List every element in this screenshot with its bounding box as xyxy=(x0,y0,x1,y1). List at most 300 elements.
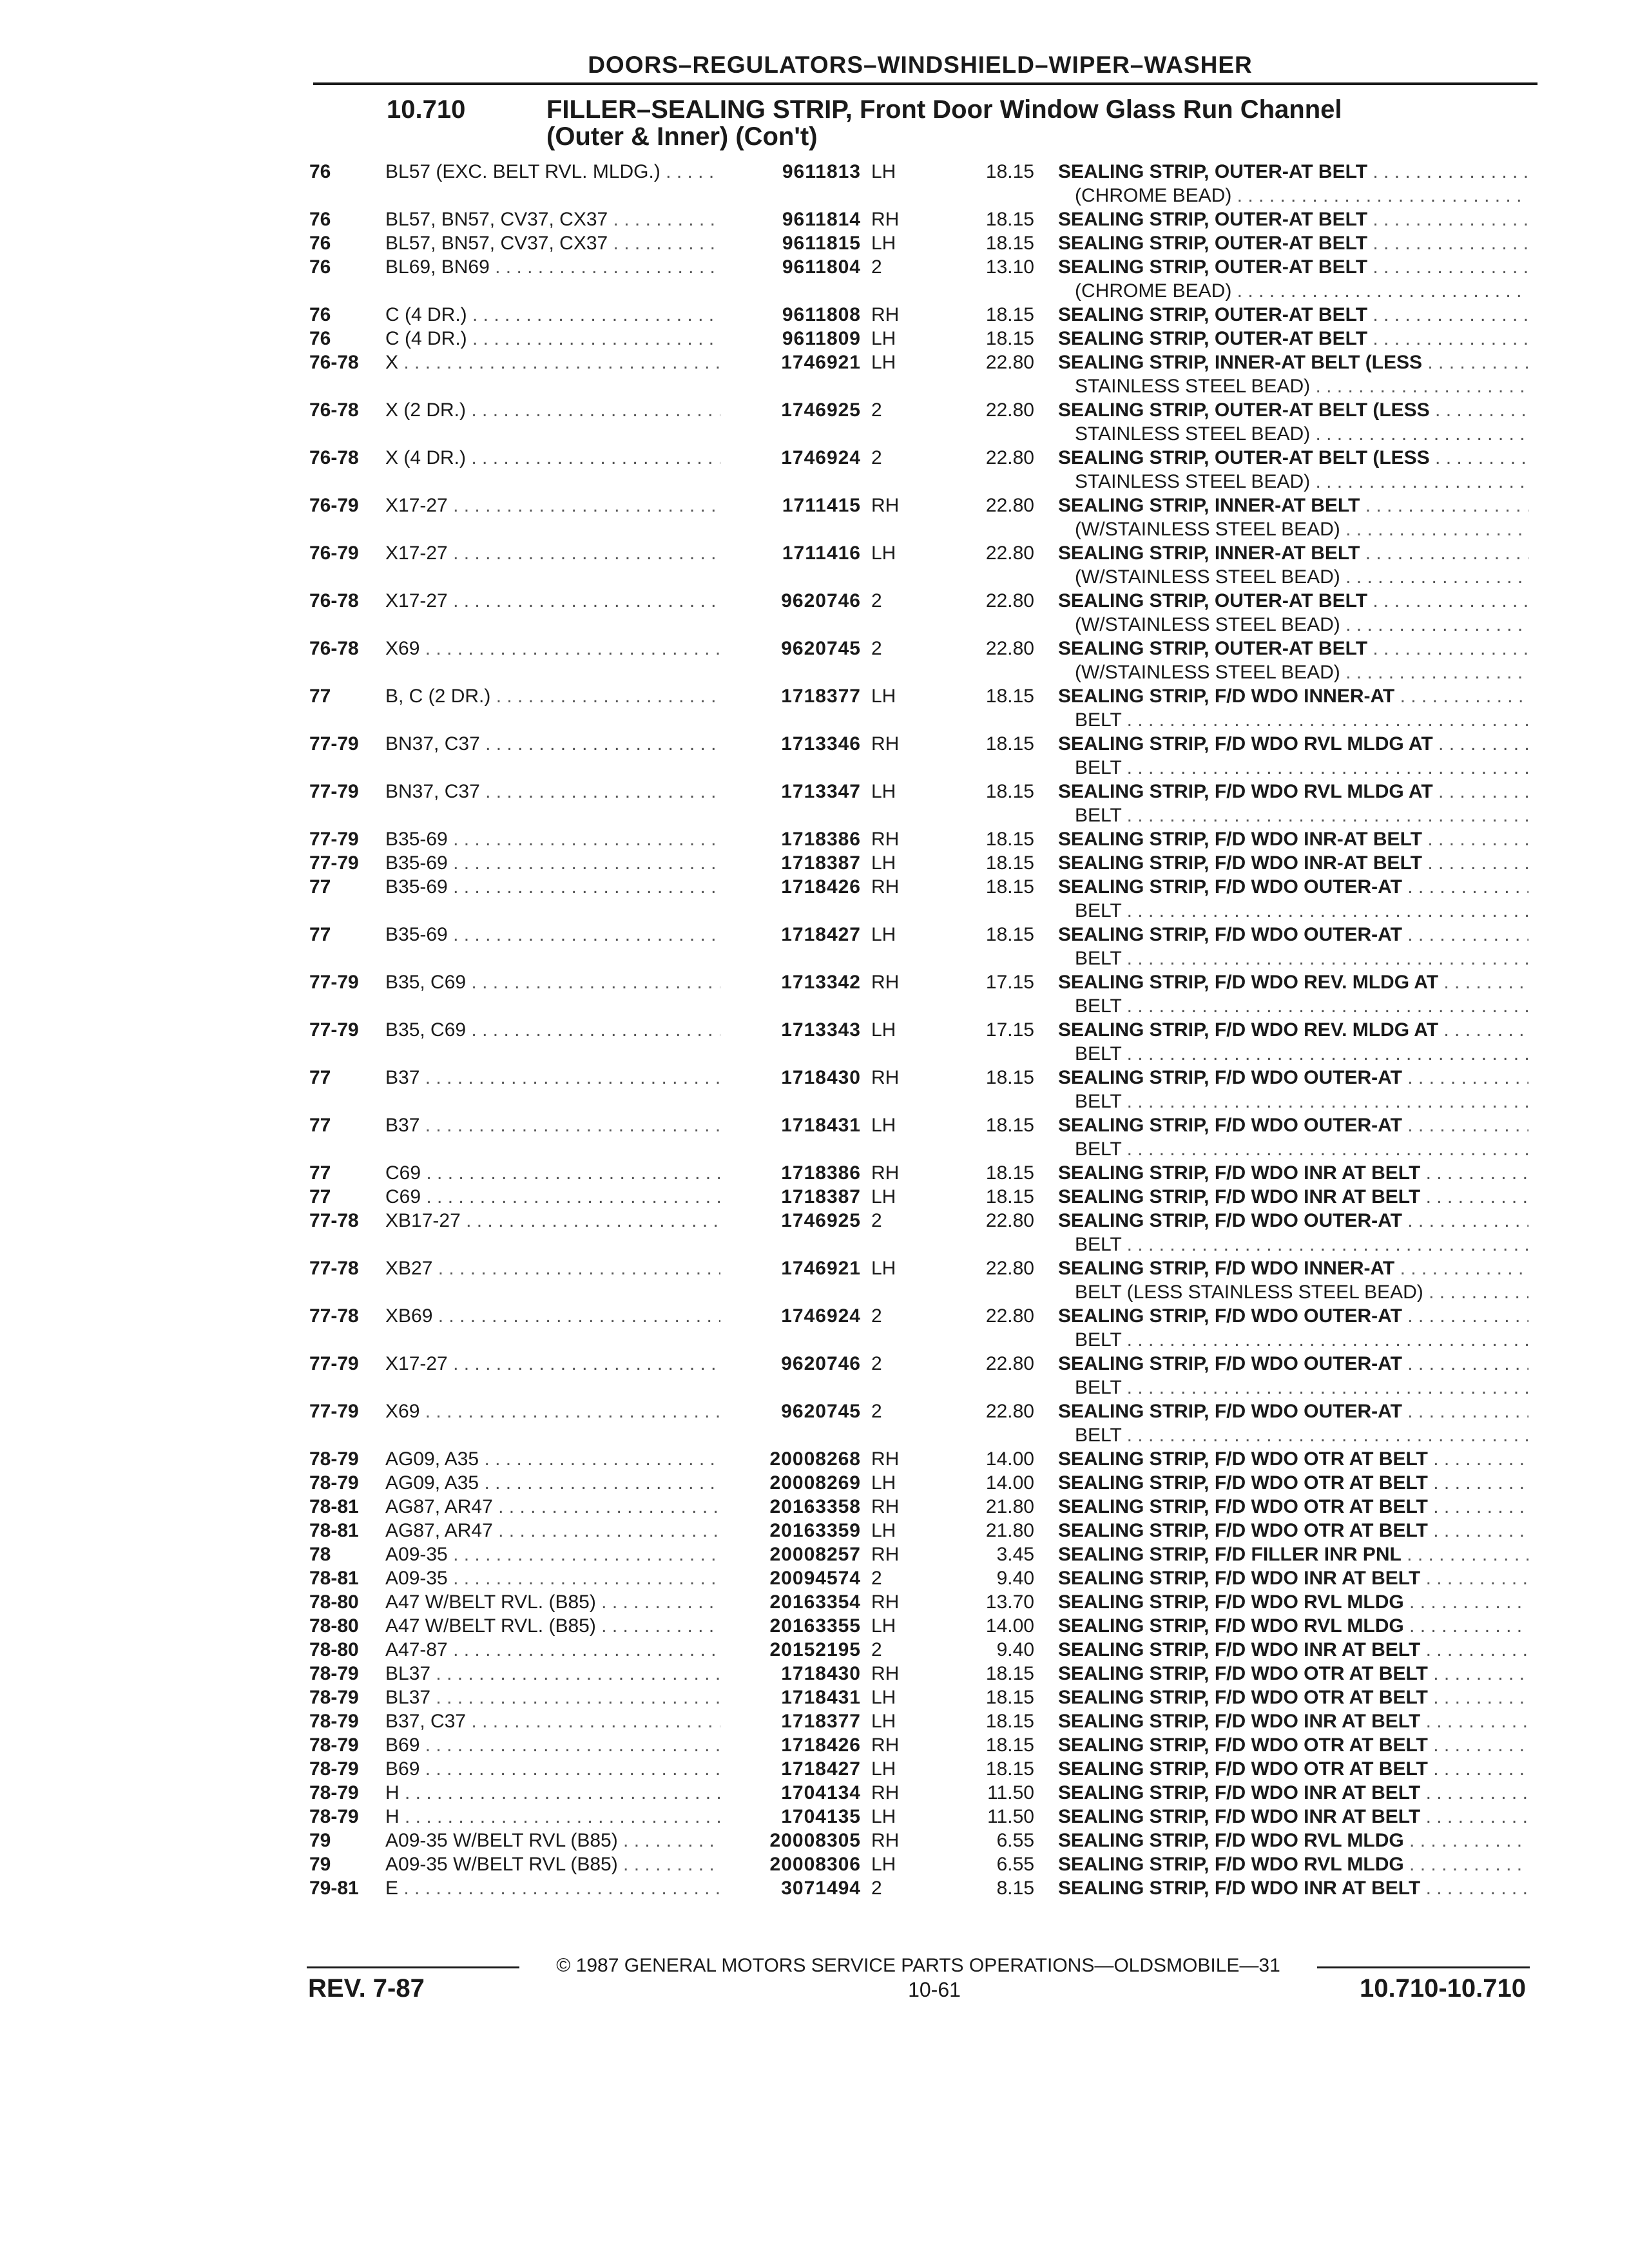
row-model: C69 . . . xyxy=(385,1161,720,1185)
row-qty: RH xyxy=(871,1162,900,1184)
row-price: 18.15 xyxy=(985,733,1034,754)
row-description: SEALING STRIP, F/D WDO INR AT BELT . . . xyxy=(1058,1876,1528,1900)
page-header: DOORS–REGULATORS–WINDSHIELD–WIPER–WASHER xyxy=(588,52,1253,78)
table-row xyxy=(0,1304,1629,1350)
row-price: 6.55 xyxy=(996,1854,1034,1875)
row-year: 79 xyxy=(309,1830,331,1851)
row-part-number: 1746925 xyxy=(781,399,861,421)
row-qty: 2 xyxy=(871,1305,882,1327)
row-part-number: 20008305 xyxy=(769,1830,861,1851)
row-model: C (4 DR.) . . . xyxy=(385,303,720,327)
row-description-continued: STAINLESS STEEL BEAD) . . . xyxy=(1075,374,1528,398)
table-row xyxy=(0,684,1629,731)
row-price: 18.15 xyxy=(985,686,1034,707)
row-year: 76-79 xyxy=(309,495,359,516)
row-qty: RH xyxy=(871,733,900,754)
row-model: X17-27 . . . xyxy=(385,541,720,565)
row-description-continued: (CHROME BEAD) . . . xyxy=(1075,184,1528,207)
row-description: SEALING STRIP, F/D WDO OTR AT BELT . . . xyxy=(1058,1519,1528,1542)
row-description: SEALING STRIP, F/D WDO OUTER-AT . . . xyxy=(1058,1399,1528,1423)
row-description-continued: (CHROME BEAD) . . . xyxy=(1075,279,1528,303)
row-description-continued: BELT . . . xyxy=(1075,947,1528,970)
row-part-number: 1746925 xyxy=(781,1210,861,1231)
row-qty: LH xyxy=(871,1758,896,1780)
row-description: SEALING STRIP, F/D WDO REV. MLDG AT . . . xyxy=(1058,970,1528,994)
row-year: 76 xyxy=(309,304,331,325)
footer-copyright: © 1987 GENERAL MOTORS SERVICE PARTS OPERATIONS—OLDSMOBILE—31 xyxy=(556,1955,1280,1976)
row-part-number: 1718430 xyxy=(781,1067,861,1088)
row-price: 22.80 xyxy=(985,352,1034,373)
row-description: SEALING STRIP, OUTER-AT BELT . . . xyxy=(1058,160,1528,184)
row-model: E . . . xyxy=(385,1876,720,1900)
row-description-continued: BELT (LESS STAINLESS STEEL BEAD) . . . xyxy=(1075,1280,1528,1304)
row-part-number: 9611815 xyxy=(782,233,861,254)
row-qty: LH xyxy=(871,1687,896,1708)
row-price: 21.80 xyxy=(985,1496,1034,1517)
row-description: SEALING STRIP, INNER-AT BELT . . . xyxy=(1058,541,1528,565)
row-qty: 2 xyxy=(871,590,882,611)
table-row xyxy=(0,160,1629,206)
row-part-number: 1746924 xyxy=(781,1305,861,1327)
row-qty: LH xyxy=(871,1186,896,1207)
row-model: H . . . xyxy=(385,1781,720,1805)
row-year: 76 xyxy=(309,256,331,278)
row-model: A09-35 . . . xyxy=(385,1566,720,1590)
row-description: SEALING STRIP, F/D WDO RVL MLDG . . . xyxy=(1058,1614,1528,1638)
row-price: 14.00 xyxy=(985,1472,1034,1494)
row-description: SEALING STRIP, F/D WDO INR AT BELT . . . xyxy=(1058,1161,1528,1185)
row-qty: LH xyxy=(871,1806,896,1827)
row-description: SEALING STRIP, F/D WDO INNER-AT . . . xyxy=(1058,1256,1528,1280)
row-part-number: 9620745 xyxy=(781,638,861,659)
row-model: X69 . . . xyxy=(385,1399,720,1423)
row-year: 78-80 xyxy=(309,1639,359,1660)
row-model: B35-69 . . . xyxy=(385,875,720,899)
row-qty: RH xyxy=(871,1067,900,1088)
row-description-continued: STAINLESS STEEL BEAD) . . . xyxy=(1075,470,1528,494)
row-description: SEALING STRIP, F/D WDO OTR AT BELT . . . xyxy=(1058,1757,1528,1781)
table-row xyxy=(0,1256,1629,1303)
row-year: 76-78 xyxy=(309,447,359,468)
row-model: X (4 DR.) . . . xyxy=(385,446,720,470)
row-year: 78-79 xyxy=(309,1758,359,1780)
row-model: BL69, BN69 . . . xyxy=(385,255,720,279)
row-part-number: 9620745 xyxy=(781,1401,861,1422)
table-row xyxy=(0,875,1629,921)
table-row xyxy=(0,1113,1629,1160)
row-qty: 2 xyxy=(871,1568,882,1589)
table-row xyxy=(0,1352,1629,1398)
row-part-number: 1713347 xyxy=(781,781,861,802)
row-part-number: 20163358 xyxy=(769,1496,861,1517)
row-price: 18.15 xyxy=(985,1115,1034,1136)
row-qty: LH xyxy=(871,1520,896,1541)
row-part-number: 1718377 xyxy=(781,686,861,707)
row-model: B69 . . . xyxy=(385,1757,720,1781)
row-part-number: 1713342 xyxy=(781,972,861,993)
row-part-number: 1711416 xyxy=(782,543,861,564)
row-description-continued: BELT . . . xyxy=(1075,1423,1528,1447)
row-part-number: 1718427 xyxy=(781,924,861,945)
footer-rule-left xyxy=(307,1966,519,1968)
row-year: 77-79 xyxy=(309,829,359,850)
row-description: SEALING STRIP, OUTER-AT BELT . . . xyxy=(1058,255,1528,279)
row-description: SEALING STRIP, OUTER-AT BELT . . . xyxy=(1058,231,1528,255)
row-description-continued: BELT . . . xyxy=(1075,994,1528,1018)
row-qty: LH xyxy=(871,1019,896,1041)
row-description: SEALING STRIP, OUTER-AT BELT (LESS . . . xyxy=(1058,446,1528,470)
table-row xyxy=(0,255,1629,302)
row-year: 76-78 xyxy=(309,638,359,659)
row-part-number: 1718426 xyxy=(781,876,861,898)
table-row xyxy=(0,398,1629,445)
row-price: 22.80 xyxy=(985,638,1034,659)
row-description: SEALING STRIP, F/D FILLER INR PNL . . . xyxy=(1058,1542,1528,1566)
row-description-continued: BELT . . . xyxy=(1075,708,1528,732)
row-year: 78-80 xyxy=(309,1615,359,1637)
row-part-number: 20008257 xyxy=(769,1544,861,1565)
row-price: 18.15 xyxy=(985,328,1034,349)
row-description-continued: BELT . . . xyxy=(1075,1042,1528,1066)
row-description: SEALING STRIP, F/D WDO INNER-AT . . . xyxy=(1058,684,1528,708)
row-description-continued: STAINLESS STEEL BEAD) . . . xyxy=(1075,422,1528,446)
row-year: 76-79 xyxy=(309,543,359,564)
row-part-number: 9611809 xyxy=(782,328,861,349)
row-part-number: 1713346 xyxy=(781,733,861,754)
row-qty: RH xyxy=(871,1448,900,1470)
row-part-number: 1704134 xyxy=(781,1782,861,1803)
row-part-number: 1718377 xyxy=(781,1711,861,1732)
row-price: 22.80 xyxy=(985,1210,1034,1231)
row-model: A47-87 . . . xyxy=(385,1638,720,1662)
row-part-number: 1746921 xyxy=(781,352,861,373)
row-qty: RH xyxy=(871,209,900,230)
row-model: BL37 . . . xyxy=(385,1662,720,1686)
row-year: 78-79 xyxy=(309,1472,359,1494)
row-year: 78-79 xyxy=(309,1711,359,1732)
row-year: 78-79 xyxy=(309,1687,359,1708)
row-qty: 2 xyxy=(871,447,882,468)
row-description: SEALING STRIP, F/D WDO OUTER-AT . . . xyxy=(1058,1209,1528,1233)
row-year: 78-81 xyxy=(309,1496,359,1517)
row-description-continued: BELT . . . xyxy=(1075,1328,1528,1352)
row-description-continued: (W/STAINLESS STEEL BEAD) . . . xyxy=(1075,613,1528,637)
row-model: H . . . xyxy=(385,1805,720,1829)
row-description: SEALING STRIP, F/D WDO OTR AT BELT . . . xyxy=(1058,1662,1528,1686)
row-price: 18.15 xyxy=(985,852,1034,874)
row-price: 13.70 xyxy=(985,1591,1034,1613)
row-qty: 2 xyxy=(871,399,882,421)
row-description-continued: BELT . . . xyxy=(1075,1137,1528,1161)
row-price: 14.00 xyxy=(985,1615,1034,1637)
row-qty: 2 xyxy=(871,1353,882,1374)
row-price: 18.15 xyxy=(985,233,1034,254)
row-year: 78-79 xyxy=(309,1663,359,1684)
row-description: SEALING STRIP, OUTER-AT BELT . . . xyxy=(1058,207,1528,231)
row-part-number: 20163359 xyxy=(769,1520,861,1541)
row-part-number: 20008306 xyxy=(769,1854,861,1875)
row-year: 77 xyxy=(309,1115,331,1136)
table-row xyxy=(0,970,1629,1017)
row-price: 22.80 xyxy=(985,399,1034,421)
row-description-continued: BELT . . . xyxy=(1075,899,1528,923)
row-description: SEALING STRIP, OUTER-AT BELT . . . xyxy=(1058,327,1528,351)
row-qty: RH xyxy=(871,1496,900,1517)
row-year: 77-79 xyxy=(309,781,359,802)
row-qty: RH xyxy=(871,1782,900,1803)
row-description-continued: (W/STAINLESS STEEL BEAD) . . . xyxy=(1075,660,1528,684)
row-qty: LH xyxy=(871,1472,896,1494)
row-price: 9.40 xyxy=(996,1639,1034,1660)
row-qty: LH xyxy=(871,686,896,707)
row-year: 77-79 xyxy=(309,852,359,874)
row-qty: LH xyxy=(871,1115,896,1136)
row-part-number: 9620746 xyxy=(781,1353,861,1374)
row-year: 77-79 xyxy=(309,1019,359,1041)
row-price: 18.15 xyxy=(985,876,1034,898)
row-price: 18.15 xyxy=(985,209,1034,230)
row-qty: LH xyxy=(871,352,896,373)
row-model: AG09, A35 . . . xyxy=(385,1447,720,1471)
row-description: SEALING STRIP, F/D WDO OUTER-AT . . . xyxy=(1058,1352,1528,1376)
row-year: 76-78 xyxy=(309,590,359,611)
row-qty: LH xyxy=(871,161,896,182)
row-model: XB27 . . . xyxy=(385,1256,720,1280)
row-part-number: 20163355 xyxy=(769,1615,861,1637)
page-number: 10-61 xyxy=(908,1978,961,2001)
table-row xyxy=(0,732,1629,778)
row-part-number: 1713343 xyxy=(781,1019,861,1041)
row-price: 18.15 xyxy=(985,1067,1034,1088)
row-description: SEALING STRIP, F/D WDO RVL MLDG AT . . . xyxy=(1058,780,1528,803)
revision-label: REV. 7-87 xyxy=(308,1974,425,2003)
row-year: 77-79 xyxy=(309,972,359,993)
row-model: B35, C69 . . . xyxy=(385,1018,720,1042)
row-qty: RH xyxy=(871,1735,900,1756)
row-year: 78-79 xyxy=(309,1448,359,1470)
row-model: X17-27 . . . xyxy=(385,1352,720,1376)
row-year: 76 xyxy=(309,233,331,254)
row-model: AG09, A35 . . . xyxy=(385,1471,720,1495)
row-year: 78-80 xyxy=(309,1591,359,1613)
row-part-number: 1718386 xyxy=(781,1162,861,1184)
row-qty: RH xyxy=(871,1663,900,1684)
row-model: X . . . xyxy=(385,351,720,374)
row-part-number: 9611814 xyxy=(782,209,861,230)
table-row xyxy=(0,541,1629,588)
row-year: 77 xyxy=(309,924,331,945)
row-model: B35-69 . . . xyxy=(385,851,720,875)
row-year: 78-79 xyxy=(309,1735,359,1756)
row-part-number: 1718387 xyxy=(781,852,861,874)
row-description: SEALING STRIP, OUTER-AT BELT . . . xyxy=(1058,589,1528,613)
row-description-continued: BELT . . . xyxy=(1075,1376,1528,1399)
row-qty: LH xyxy=(871,233,896,254)
table-row xyxy=(0,780,1629,826)
table-row xyxy=(0,1066,1629,1112)
row-price: 22.80 xyxy=(985,590,1034,611)
row-qty: LH xyxy=(871,1258,896,1279)
row-description: SEALING STRIP, F/D WDO INR AT BELT . . . xyxy=(1058,1185,1528,1209)
row-part-number: 1718430 xyxy=(781,1663,861,1684)
row-qty: RH xyxy=(871,495,900,516)
row-model: A09-35 . . . xyxy=(385,1542,720,1566)
row-part-number: 1711415 xyxy=(782,495,861,516)
row-year: 76-78 xyxy=(309,399,359,421)
row-year: 78-81 xyxy=(309,1520,359,1541)
row-qty: LH xyxy=(871,328,896,349)
row-part-number: 20008269 xyxy=(769,1472,861,1494)
row-qty: RH xyxy=(871,304,900,325)
row-part-number: 1746924 xyxy=(781,447,861,468)
row-part-number: 1718431 xyxy=(781,1115,861,1136)
table-row xyxy=(0,637,1629,683)
row-description: SEALING STRIP, F/D WDO OTR AT BELT . . . xyxy=(1058,1471,1528,1495)
row-year: 77-78 xyxy=(309,1210,359,1231)
row-model: XB69 . . . xyxy=(385,1304,720,1328)
row-year: 77-78 xyxy=(309,1258,359,1279)
row-year: 77 xyxy=(309,1162,331,1184)
row-year: 76-78 xyxy=(309,352,359,373)
row-price: 18.15 xyxy=(985,781,1034,802)
row-qty: 2 xyxy=(871,1401,882,1422)
row-price: 22.80 xyxy=(985,1305,1034,1327)
row-description: SEALING STRIP, F/D WDO INR-AT BELT . . . xyxy=(1058,827,1528,851)
row-description: SEALING STRIP, F/D WDO RVL MLDG . . . xyxy=(1058,1590,1528,1614)
row-price: 18.15 xyxy=(985,924,1034,945)
row-year: 78-79 xyxy=(309,1806,359,1827)
row-model: C (4 DR.) . . . xyxy=(385,327,720,351)
row-qty: 2 xyxy=(871,1639,882,1660)
row-qty: RH xyxy=(871,972,900,993)
row-qty: RH xyxy=(871,1591,900,1613)
row-description: SEALING STRIP, OUTER-AT BELT (LESS . . . xyxy=(1058,398,1528,422)
row-description: SEALING STRIP, F/D WDO OTR AT BELT . . . xyxy=(1058,1447,1528,1471)
row-model: BN37, C37 . . . xyxy=(385,780,720,803)
row-description: SEALING STRIP, F/D WDO RVL MLDG AT . . . xyxy=(1058,732,1528,756)
row-model: BN37, C37 . . . xyxy=(385,732,720,756)
row-description: SEALING STRIP, F/D WDO OTR AT BELT . . . xyxy=(1058,1733,1528,1757)
row-price: 18.15 xyxy=(985,1186,1034,1207)
row-part-number: 1718431 xyxy=(781,1687,861,1708)
row-part-number: 20152195 xyxy=(769,1639,861,1660)
row-price: 22.80 xyxy=(985,1401,1034,1422)
row-qty: LH xyxy=(871,852,896,874)
row-price: 18.15 xyxy=(985,1735,1034,1756)
row-description: SEALING STRIP, F/D WDO INR AT BELT . . . xyxy=(1058,1805,1528,1829)
row-model: A47 W/BELT RVL. (B85) . . . xyxy=(385,1590,720,1614)
row-part-number: 20094574 xyxy=(769,1568,861,1589)
row-model: B37 . . . xyxy=(385,1113,720,1137)
row-model: B35, C69 . . . xyxy=(385,970,720,994)
row-price: 11.50 xyxy=(987,1782,1034,1803)
row-part-number: 9611813 xyxy=(782,161,861,182)
row-price: 18.15 xyxy=(985,1687,1034,1708)
row-description-continued: (W/STAINLESS STEEL BEAD) . . . xyxy=(1075,565,1528,589)
row-model: B37 . . . xyxy=(385,1066,720,1090)
section-range: 10.710-10.710 xyxy=(1359,1974,1526,2003)
row-price: 22.80 xyxy=(985,447,1034,468)
row-description: SEALING STRIP, F/D WDO REV. MLDG AT . . . xyxy=(1058,1018,1528,1042)
row-qty: LH xyxy=(871,543,896,564)
row-price: 17.15 xyxy=(985,1019,1034,1041)
section-number: 10.710 xyxy=(387,95,466,124)
row-year: 78-81 xyxy=(309,1568,359,1589)
row-qty: 2 xyxy=(871,1878,882,1899)
row-year: 79-81 xyxy=(309,1878,359,1899)
row-model: BL37 . . . xyxy=(385,1686,720,1709)
row-description-continued: BELT . . . xyxy=(1075,1233,1528,1256)
row-description: SEALING STRIP, F/D WDO INR AT BELT . . . xyxy=(1058,1638,1528,1662)
row-price: 17.15 xyxy=(985,972,1034,993)
row-price: 18.15 xyxy=(985,304,1034,325)
row-description: SEALING STRIP, F/D WDO OUTER-AT . . . xyxy=(1058,1066,1528,1090)
row-part-number: 20163354 xyxy=(769,1591,861,1613)
row-price: 18.15 xyxy=(985,161,1034,182)
row-model: A09-35 W/BELT RVL (B85) . . . xyxy=(385,1829,720,1852)
row-part-number: 9611808 xyxy=(782,304,861,325)
row-description-continued: BELT . . . xyxy=(1075,1090,1528,1113)
row-description: SEALING STRIP, INNER-AT BELT . . . xyxy=(1058,494,1528,517)
row-description: SEALING STRIP, F/D WDO OTR AT BELT . . . xyxy=(1058,1495,1528,1519)
row-year: 77-79 xyxy=(309,1353,359,1374)
row-description: SEALING STRIP, F/D WDO OUTER-AT . . . xyxy=(1058,1113,1528,1137)
row-year: 77 xyxy=(309,876,331,898)
row-model: B35-69 . . . xyxy=(385,923,720,947)
row-description: SEALING STRIP, F/D WDO OUTER-AT . . . xyxy=(1058,923,1528,947)
row-year: 77-79 xyxy=(309,733,359,754)
row-model: B35-69 . . . xyxy=(385,827,720,851)
row-price: 11.50 xyxy=(987,1806,1034,1827)
row-price: 18.15 xyxy=(985,1663,1034,1684)
row-model: B, C (2 DR.) . . . xyxy=(385,684,720,708)
section-subtitle: (Outer & Inner) (Con't) xyxy=(546,122,818,151)
row-model: AG87, AR47 . . . xyxy=(385,1519,720,1542)
row-price: 18.15 xyxy=(985,829,1034,850)
row-model: BL57, BN57, CV37, CX37 . . . xyxy=(385,207,720,231)
table-row xyxy=(0,589,1629,635)
row-qty: 2 xyxy=(871,256,882,278)
row-model: BL57 (EXC. BELT RVL. MLDG.) . . . xyxy=(385,160,720,184)
row-part-number: 1704135 xyxy=(781,1806,861,1827)
row-description: SEALING STRIP, F/D WDO INR-AT BELT . . . xyxy=(1058,851,1528,875)
row-price: 6.55 xyxy=(996,1830,1034,1851)
row-price: 13.10 xyxy=(985,256,1034,278)
row-model: BL57, BN57, CV37, CX37 . . . xyxy=(385,231,720,255)
row-description: SEALING STRIP, F/D WDO INR AT BELT . . . xyxy=(1058,1566,1528,1590)
row-model: B69 . . . xyxy=(385,1733,720,1757)
row-year: 77 xyxy=(309,686,331,707)
table-row xyxy=(0,446,1629,492)
row-qty: RH xyxy=(871,829,900,850)
row-year: 76 xyxy=(309,161,331,182)
row-qty: 2 xyxy=(871,638,882,659)
row-qty: 2 xyxy=(871,1210,882,1231)
row-price: 9.40 xyxy=(996,1568,1034,1589)
row-description-continued: BELT . . . xyxy=(1075,756,1528,780)
row-model: X17-27 . . . xyxy=(385,494,720,517)
row-price: 22.80 xyxy=(985,543,1034,564)
table-row xyxy=(0,1399,1629,1446)
row-price: 18.15 xyxy=(985,1162,1034,1184)
row-part-number: 1718427 xyxy=(781,1758,861,1780)
row-year: 77-78 xyxy=(309,1305,359,1327)
row-price: 22.80 xyxy=(985,1258,1034,1279)
row-model: B37, C37 . . . xyxy=(385,1709,720,1733)
row-qty: RH xyxy=(871,1830,900,1851)
row-description: SEALING STRIP, F/D WDO OUTER-AT . . . xyxy=(1058,1304,1528,1328)
row-qty: LH xyxy=(871,1711,896,1732)
